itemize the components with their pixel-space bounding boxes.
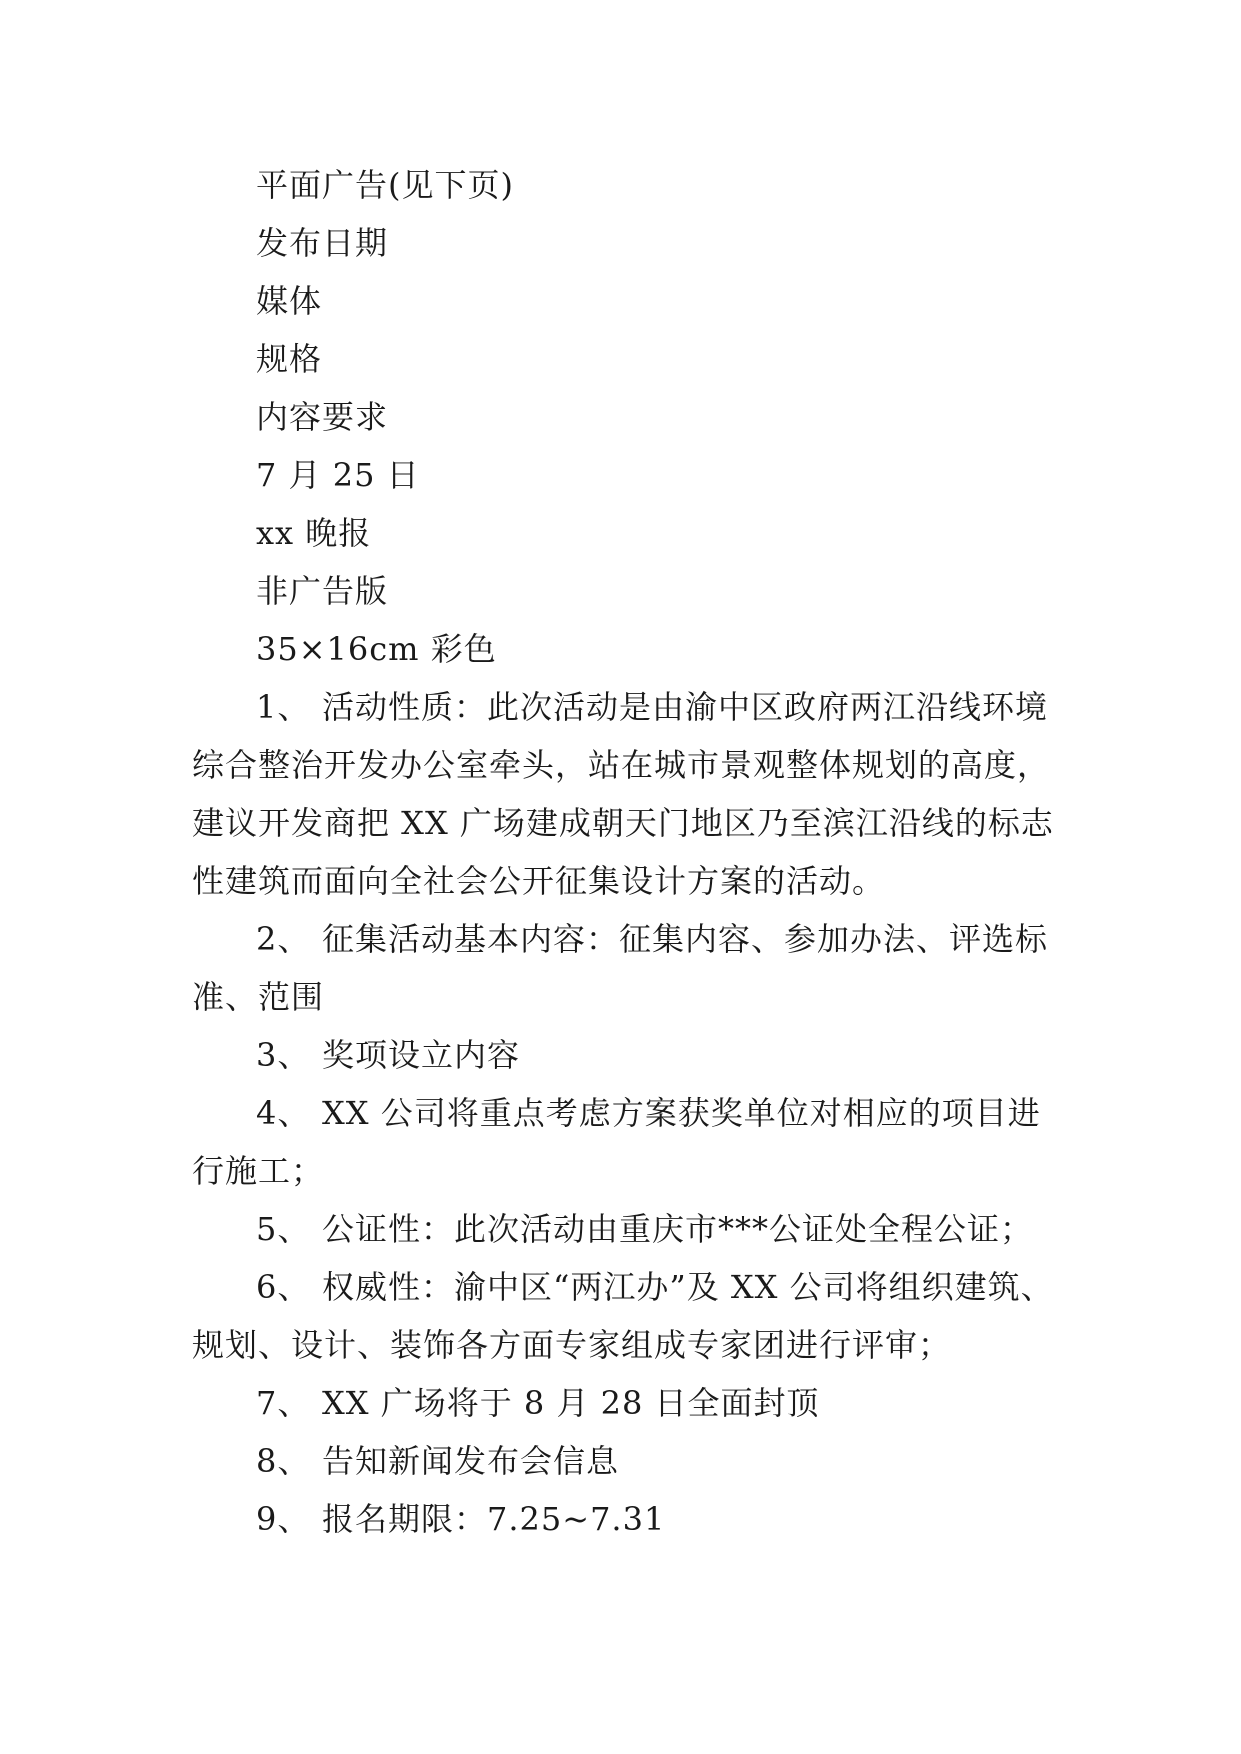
header-line: 7 月 25 日 [256, 456, 420, 494]
list-item [192, 910, 1062, 1026]
item-text: XX 公司将重点考虑方案获奖单位对相应的项目进 [322, 1094, 1041, 1132]
item-text: 规划、设计、装饰各方面专家组成专家团进行评审； [192, 1326, 952, 1364]
item-number: 3、 [256, 1036, 311, 1074]
item-text: 准、范围 [192, 978, 325, 1016]
list-item [192, 1200, 1062, 1258]
item-number: 8、 [256, 1442, 311, 1480]
header-line: 规格 [256, 340, 323, 378]
item-text: 征集活动基本内容：征集内容、参加办法、评选标 [322, 920, 1049, 958]
item-text: 建议开发商把 XX 广场建成朝天门地区乃至滨江沿线的标志 [192, 804, 1054, 842]
item-text: 奖项设立内容 [322, 1036, 521, 1074]
header-line: 内容要求 [256, 398, 389, 436]
list-item [192, 1084, 1062, 1200]
header-line: 媒体 [256, 282, 323, 320]
header-line: 平面广告(见下页) [256, 166, 514, 204]
item-number: 7、 [256, 1384, 311, 1422]
item-text: 权威性：渝中区“两江办”及 XX 公司将组织建筑、 [322, 1268, 1054, 1306]
list-item [192, 1432, 1062, 1490]
header-line: 35×16cm 彩色 [256, 630, 497, 668]
list-item [192, 1026, 1062, 1084]
list-item [192, 1374, 1062, 1432]
item-text: 活动性质：此次活动是由渝中区政府两江沿线环境 [322, 688, 1049, 726]
item-text: 告知新闻发布会信息 [322, 1442, 620, 1480]
item-number: 2、 [256, 920, 311, 958]
list-item [192, 1258, 1062, 1374]
document-body [192, 156, 1062, 1548]
item-text: XX 广场将于 8 月 28 日全面封顶 [322, 1384, 820, 1422]
item-text: 性建筑而面向全社会公开征集设计方案的活动。 [192, 862, 886, 900]
header-line: 发布日期 [256, 224, 389, 262]
item-text: 报名期限：7.25~7.31 [322, 1500, 666, 1538]
list-item [192, 1490, 1062, 1548]
header-line: xx 晚报 [256, 514, 372, 552]
item-number: 1、 [256, 688, 311, 726]
item-text: 行施工； [192, 1152, 325, 1190]
item-number: 6、 [256, 1268, 311, 1306]
item-number: 4、 [256, 1094, 311, 1132]
header-line: 非广告版 [256, 572, 389, 610]
list-item [192, 678, 1062, 910]
item-number: 9、 [256, 1500, 311, 1538]
item-number: 5、 [256, 1210, 311, 1248]
item-text: 公证性：此次活动由重庆市***公证处全程公证； [322, 1210, 1034, 1248]
item-text: 综合整治开发办公室牵头，站在城市景观整体规划的高度， [192, 746, 1051, 784]
